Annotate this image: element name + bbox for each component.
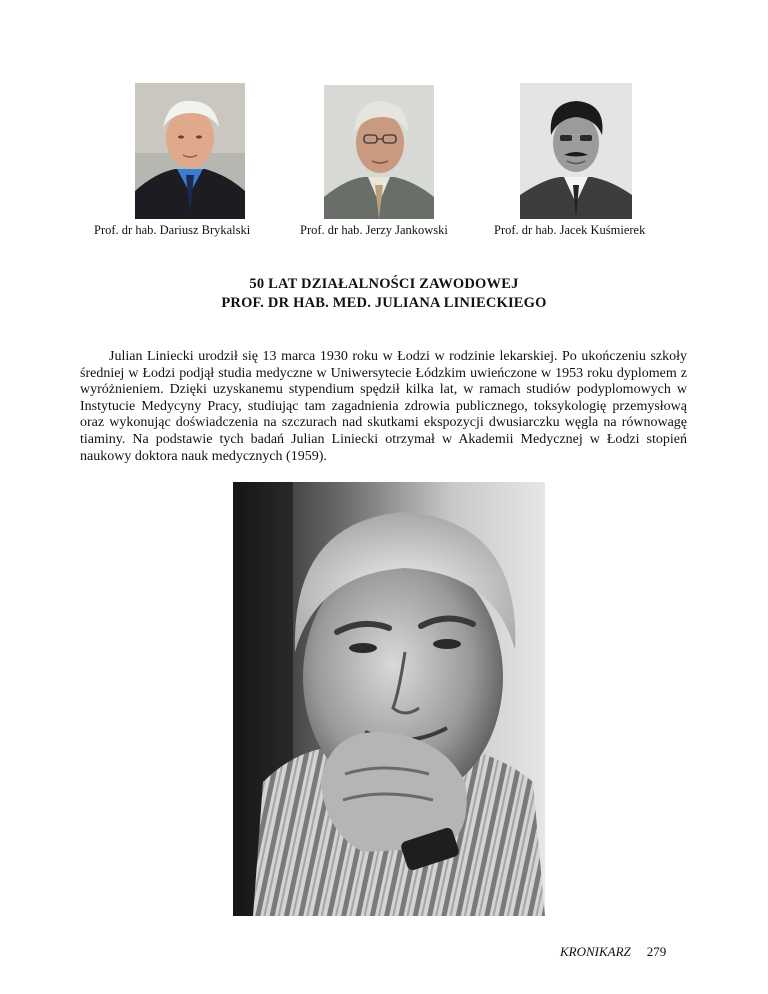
portrait-photo-jankowski	[324, 85, 434, 219]
journal-name: KRONIKARZ	[560, 944, 631, 959]
portrait-caption-jankowski: Prof. dr hab. Jerzy Jankowski	[300, 223, 448, 237]
article-paragraph: Julian Liniecki urodził się 13 marca 1930 roku w Łodzi w rodzinie lekarskiej. Po ukończeniu szkoły średniej w Łodzi podjął studia medyczne w Uniwersytecie Łódzkim uwieńczone w 1953 roku dyplomem z wyróżnieniem. Dzięki uzyskanemu stypendium spędził kilka lat, w ramach studiów podyplomowych w Instytucie Medycyny Pracy, studiując tam zagadnienia zdrowia publicznego, toksykologię przemysłową oraz wykonując doświadczenia na szczurach nad skutkami ekspozycji dwusiarczku węgla na równowagę tiaminy. Na podstawie tych badań Julian Liniecki otrzymał w Akademii Medycznej w Łodzi stopień naukowy doktora nauk medycznych (1959).	[80, 349, 687, 464]
page-number: 279	[646, 944, 667, 959]
portrait-photo-liniecki	[233, 482, 545, 916]
portrait-photo-kusmierek	[520, 83, 632, 219]
portrait-photo-brykalski	[135, 83, 245, 219]
page-footer	[560, 944, 666, 960]
portrait-caption-brykalski: Prof. dr hab. Dariusz Brykalski	[94, 223, 251, 237]
article-title	[80, 275, 688, 313]
article-title-line-2: PROF. DR HAB. MED. JULIANA LINIECKIEGO	[221, 295, 547, 311]
article-title-line-1: 50 LAT DZIAŁALNOŚCI ZAWODOWEJ	[249, 276, 519, 292]
portrait-caption-kusmierek: Prof. dr hab. Jacek Kuśmierek	[494, 223, 646, 237]
